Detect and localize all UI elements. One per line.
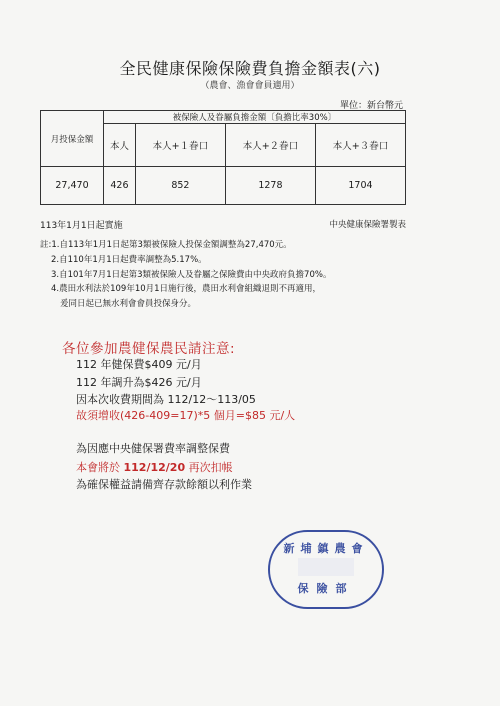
column-header-self-plus-1: 本人+１眷口 [135,124,225,167]
currency-unit: 單位：新台幣元 [339,101,403,111]
announcement-line-6-suffix: 再次扣帳 [185,461,233,474]
value-cell-self: 426 [104,167,136,205]
stamp-department: 保險部 [297,582,355,595]
issuer-line: 中央健康保險署製表 [329,220,406,230]
note-4: 4.農田水利法於109年10月1日施行後，農田水利會組織退則不再適用， [51,284,322,294]
stamp-blank-area [298,558,354,576]
announcement-line-7: 為確保權益請備齊存款餘額以利作業 [76,478,252,491]
document-subtitle: （農會、漁會會員適用） [200,81,300,91]
announcement-line-5: 為因應中央健保署費率調整保費 [76,442,230,455]
column-header-self: 本人 [104,124,136,167]
note-2: 2.自110年1月1日起費率調整為5.17%。 [51,255,207,265]
announcement-line-3: 因本次收費期間為 112/12～113/05 [76,393,256,406]
effective-date: 113年1月1日起實施 [40,221,123,231]
value-cell-self-plus-2: 1278 [225,167,315,205]
merged-header: 被保險人及眷屬負擔金額〔負擔比率30%〕 [104,111,406,124]
announcement-line-4: 故須增收(426-409=17)*5 個月=$85 元/人 [76,409,296,422]
announcement-line-1: 112 年健保費$409 元/月 [76,358,202,371]
announcement-heading: 各位參加農健保農民請注意: [62,341,236,357]
value-cell-self-plus-1: 852 [135,167,225,205]
announcement-line-2: 112 年調升為$426 元/月 [76,376,202,389]
office-stamp [268,530,384,609]
insured-amount-cell: 27,470 [41,167,104,205]
column-header-self-plus-2: 本人+２眷口 [225,124,315,167]
announcement-line-6 [76,459,233,475]
note-3: 3.自101年7月1日起第3類被保險人及眷屬之保險費由中央政府負擔70%。 [51,270,332,280]
column-header-self-plus-3: 本人+３眷口 [315,124,405,167]
stamp-organization: 新埔鎮農會 [283,542,369,555]
document-title: 全民健康保險保險費負擔金額表(六) [119,59,381,78]
announcement-line-6-prefix: 本會將於 [76,461,124,474]
value-cell-self-plus-3: 1704 [315,167,405,205]
row-header-insured-amount: 月投保金額 [41,111,104,167]
debit-date: 112/12/20 [123,461,186,474]
note-1: 註:1.自113年1月1日起第3類被保險人投保金額調整為27,470元。 [40,240,292,250]
note-4-continued: 爰同日起已無水利會會員投保身分。 [60,299,197,309]
premium-table [40,110,406,205]
